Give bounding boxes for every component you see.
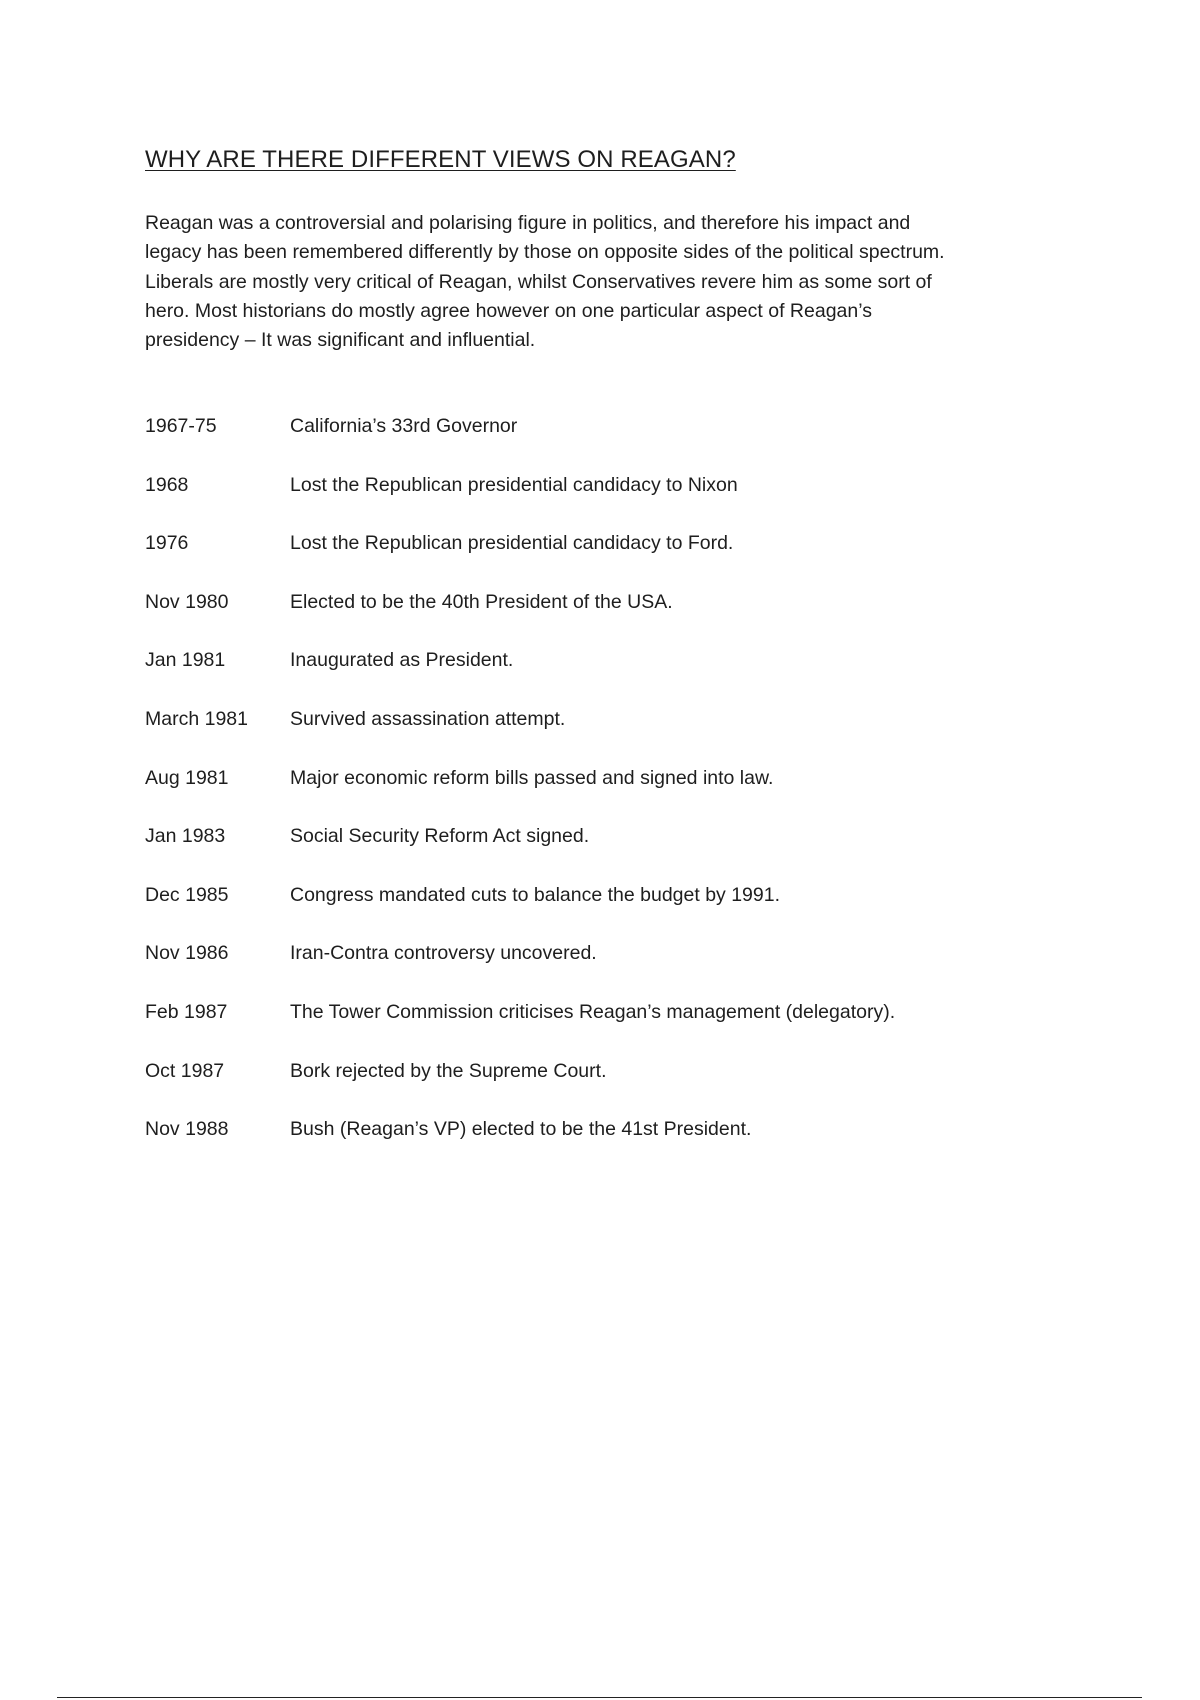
- timeline-row: [145, 939, 1105, 998]
- timeline-event: California’s 33rd Governor: [290, 415, 518, 437]
- timeline-date: Nov 1986: [145, 942, 229, 965]
- intro-line: hero. Most historians do mostly agree however on one particular aspect of Reagan’s: [145, 299, 872, 322]
- timeline-row: [145, 998, 1105, 1057]
- timeline-row: [145, 529, 1105, 588]
- intro-paragraph: [145, 209, 1065, 355]
- timeline-event: Survived assassination attempt.: [290, 707, 566, 730]
- timeline-event: Lost the Republican presidential candidacy to Ford.: [290, 532, 734, 555]
- intro-line: legacy has been remembered differently by those on opposite sides of the political spectrum.: [145, 241, 945, 264]
- timeline-date: 1968: [145, 473, 189, 496]
- timeline-event: Inaugurated as President.: [290, 649, 514, 672]
- timeline-row: [145, 588, 1105, 647]
- timeline-date: 1976: [145, 532, 189, 555]
- timeline-event: Bush (Reagan’s VP) elected to be the 41st President.: [290, 1118, 752, 1141]
- timeline-event: Bork rejected by the Supreme Court.: [290, 1059, 607, 1082]
- timeline-date: Feb 1987: [145, 1000, 228, 1023]
- timeline-date: Jan 1981: [145, 649, 226, 672]
- timeline-row: [145, 822, 1105, 881]
- timeline-event: Lost the Republican presidential candidacy to Nixon: [290, 473, 738, 496]
- timeline-list: [145, 412, 1105, 1174]
- timeline-date: 1967-75: [145, 415, 217, 437]
- timeline-event: Congress mandated cuts to balance the budget by 1991.: [290, 883, 781, 906]
- timeline-row: [145, 646, 1105, 705]
- timeline-row: [145, 412, 1105, 471]
- intro-line: Reagan was a controversial and polarising figure in politics, and therefore his impact and: [145, 212, 911, 234]
- timeline-date: Dec 1985: [145, 883, 229, 906]
- timeline-row: [145, 1057, 1105, 1116]
- timeline-date: Jan 1983: [145, 825, 226, 848]
- intro-line: presidency – It was significant and influential.: [145, 329, 536, 352]
- timeline-event: The Tower Commission criticises Reagan’s management (delegatory).: [290, 1000, 896, 1023]
- timeline-event: Social Security Reform Act signed.: [290, 825, 590, 848]
- page-bottom-rule: [57, 1697, 1142, 1698]
- timeline-date: Aug 1981: [145, 766, 229, 789]
- page-title: WHY ARE THERE DIFFERENT VIEWS ON REAGAN?: [145, 146, 736, 173]
- timeline-date: Oct 1987: [145, 1059, 225, 1082]
- timeline-row: [145, 705, 1105, 764]
- timeline-row: [145, 471, 1105, 530]
- timeline-date: Nov 1988: [145, 1118, 229, 1141]
- timeline-row: [145, 881, 1105, 940]
- timeline-event: Iran-Contra controversy uncovered.: [290, 942, 597, 965]
- timeline-row: [145, 764, 1105, 823]
- intro-line: Liberals are mostly very critical of Reagan, whilst Conservatives revere him as some sort of: [145, 270, 932, 293]
- timeline-event: Major economic reform bills passed and signed into law.: [290, 766, 774, 789]
- timeline-date: Nov 1980: [145, 590, 229, 613]
- timeline-date: March 1981: [145, 707, 248, 730]
- timeline-row: [145, 1115, 1105, 1174]
- timeline-event: Elected to be the 40th President of the USA.: [290, 590, 673, 613]
